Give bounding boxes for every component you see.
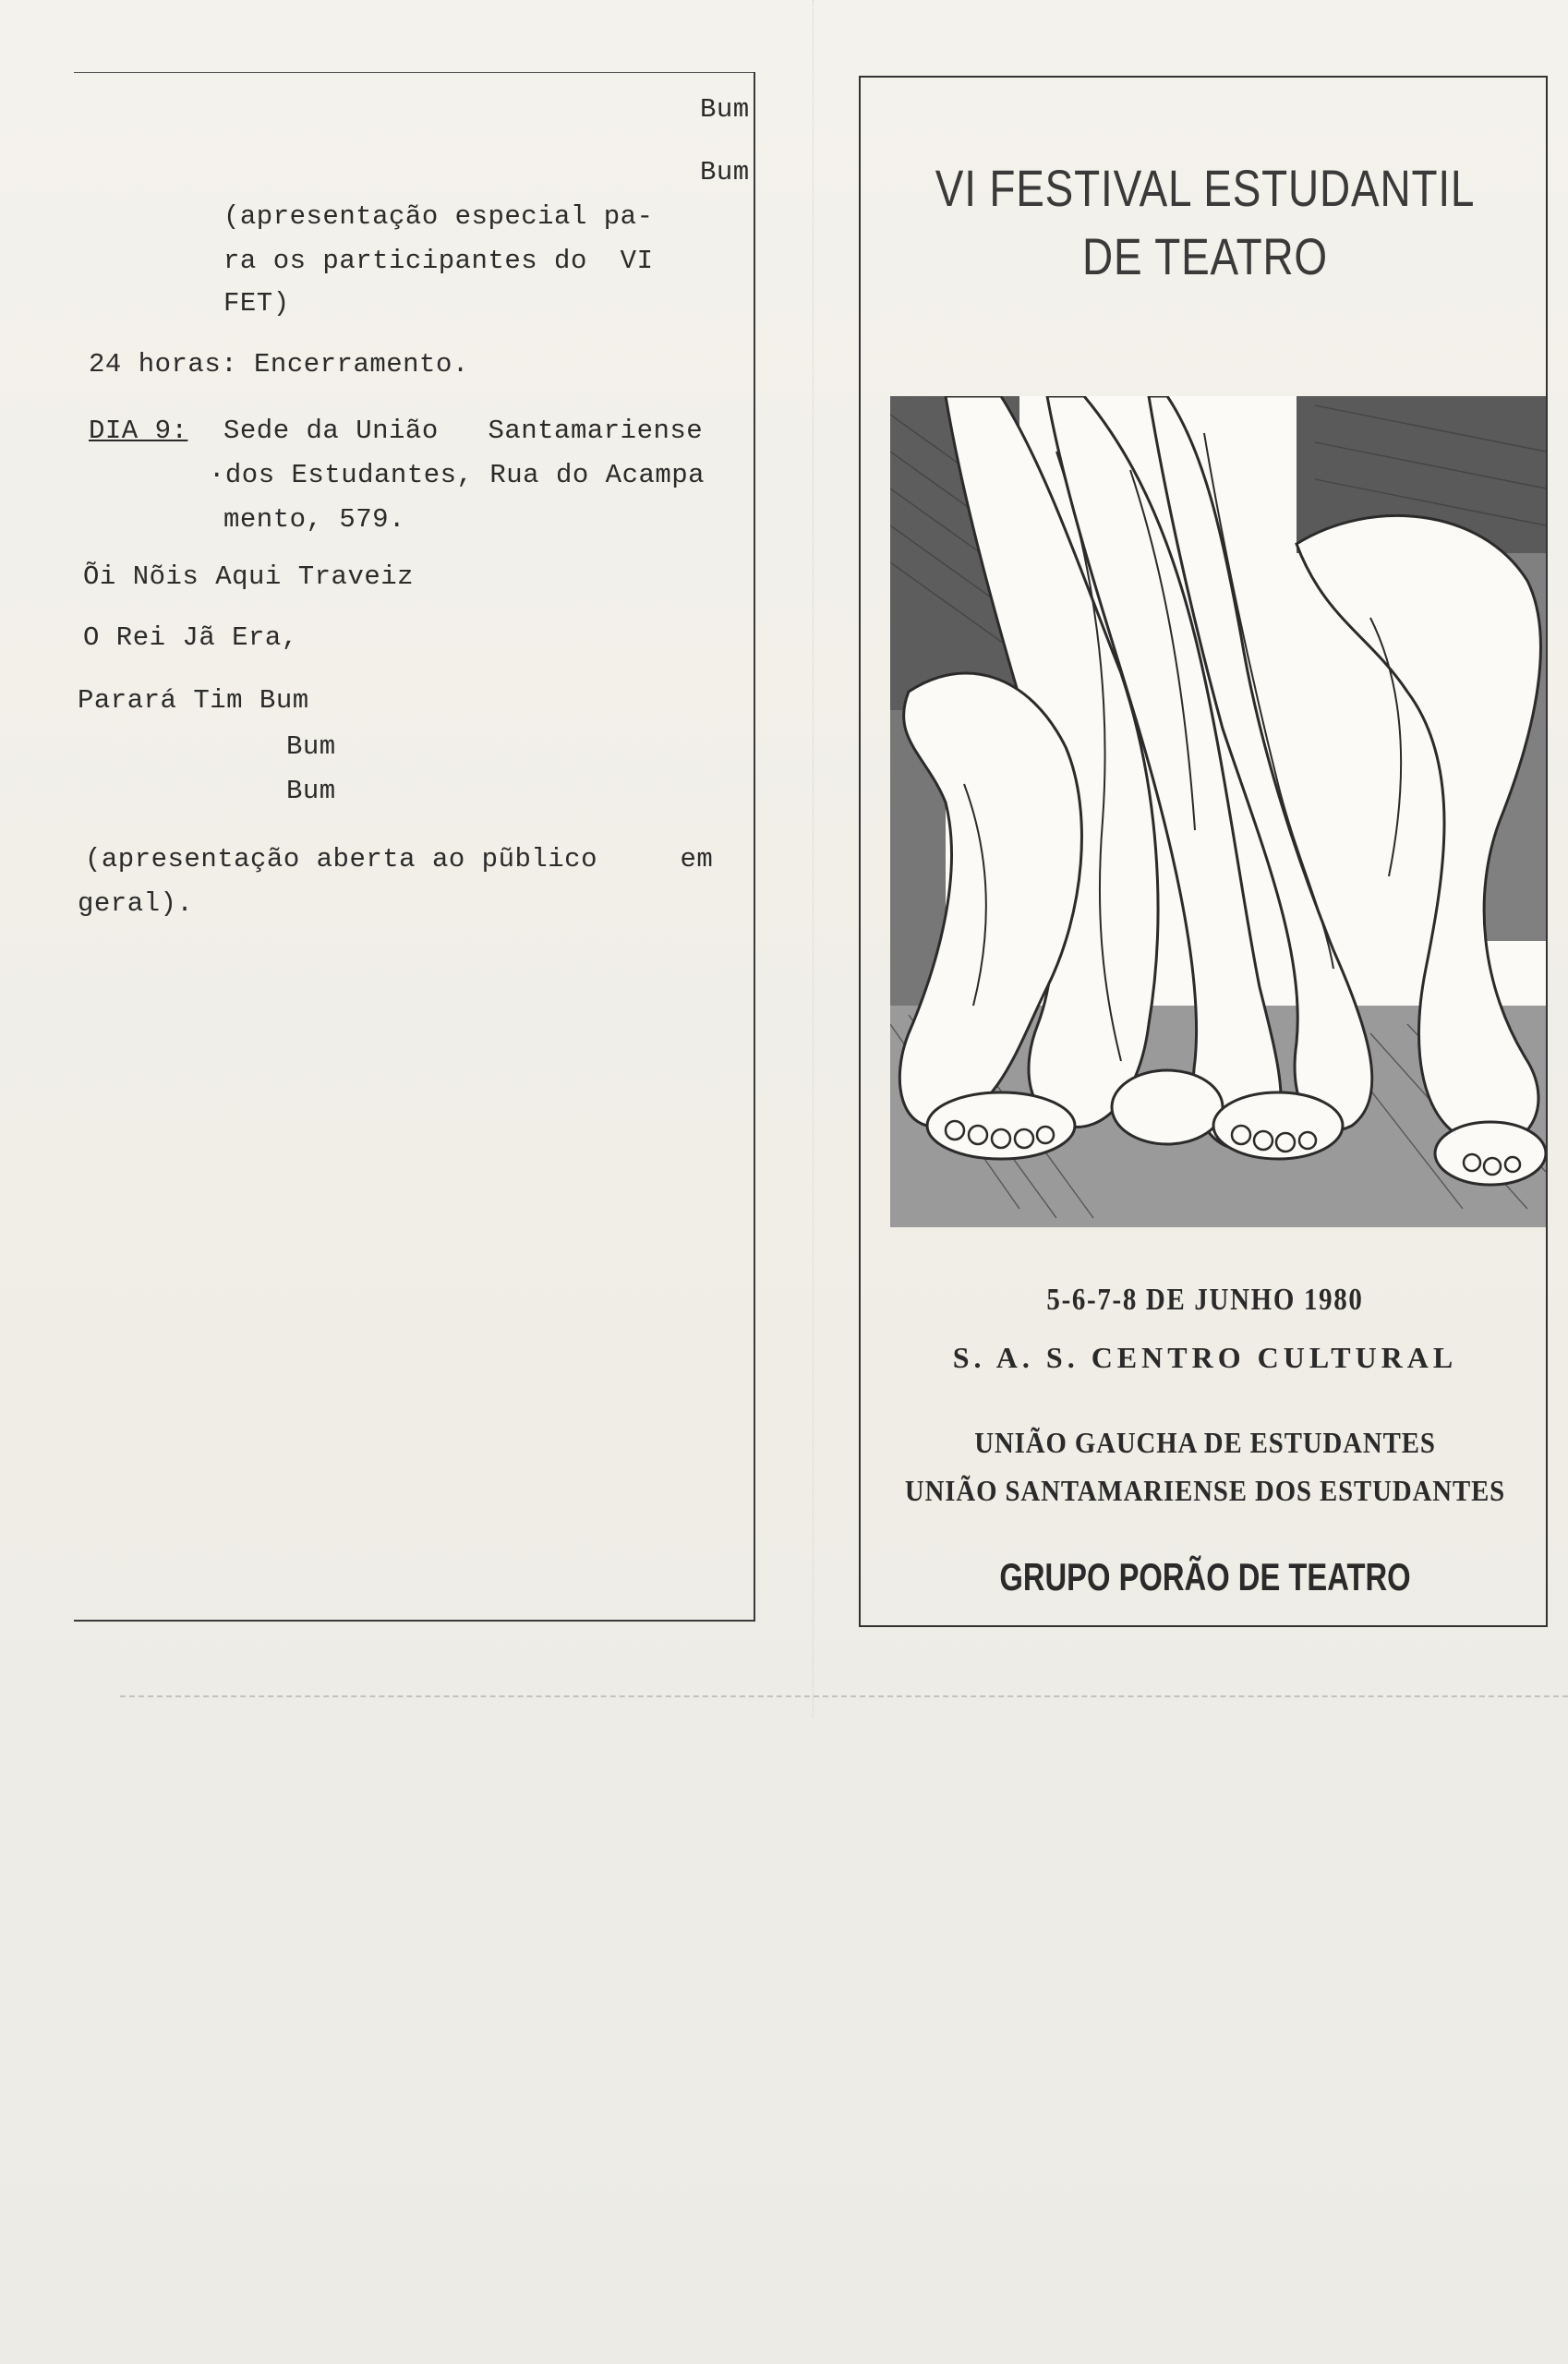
dia9-label: DIA 9: (89, 416, 188, 446)
festival-title-line1: VI FESTIVAL ESTUDANTIL (935, 159, 1476, 217)
cover-artwork (890, 396, 1546, 1227)
festival-venue: S. A. S. CENTRO CULTURAL (952, 1341, 1458, 1374)
top-rule (74, 72, 754, 73)
grupo-porao: GRUPO PORÃO DE TEATRO (999, 1555, 1411, 1598)
bum-line: Bum (700, 94, 750, 125)
aberta-line: geral). (78, 888, 194, 919)
bum-line: Bum (286, 731, 336, 762)
bum-line: Bum (286, 776, 336, 806)
play-title: O Rei Jã Era, (83, 622, 298, 653)
play-title: Parará Tim Bum (78, 685, 309, 716)
festival-title-line2: DE TEATRO (1082, 227, 1328, 285)
festival-dates: 5-6-7-8 DE JUNHO 1980 (1046, 1283, 1364, 1317)
especial-line: (apresentação especial pa- (223, 201, 654, 232)
dia9-line: mento, 579. (223, 504, 405, 535)
organizer-uge: UNIÃO GAUCHA DE ESTUDANTES (974, 1426, 1436, 1459)
fold-crease (120, 1695, 1568, 1697)
organizer-use: UNIÃO SANTAMARIENSE DOS ESTUDANTES (904, 1474, 1506, 1507)
dia9-line: Sede da União Santamariense (223, 416, 704, 446)
especial-line: ra os participantes do VI (223, 246, 654, 276)
bum-line: Bum (700, 157, 750, 187)
dia9-line: ·dos Estudantes, Rua do Acampa (209, 460, 706, 490)
aberta-line: (apresentação aberta ao pũblico em (85, 844, 714, 874)
legs-feet-drawing (890, 396, 1546, 1227)
especial-line: FET) (223, 288, 290, 319)
festival-cover (859, 76, 1548, 1627)
play-title: Õi Nõis Aqui Traveiz (83, 561, 415, 592)
center-fold (813, 0, 814, 1718)
encerramento-line: 24 horas: Encerramento. (89, 349, 469, 380)
